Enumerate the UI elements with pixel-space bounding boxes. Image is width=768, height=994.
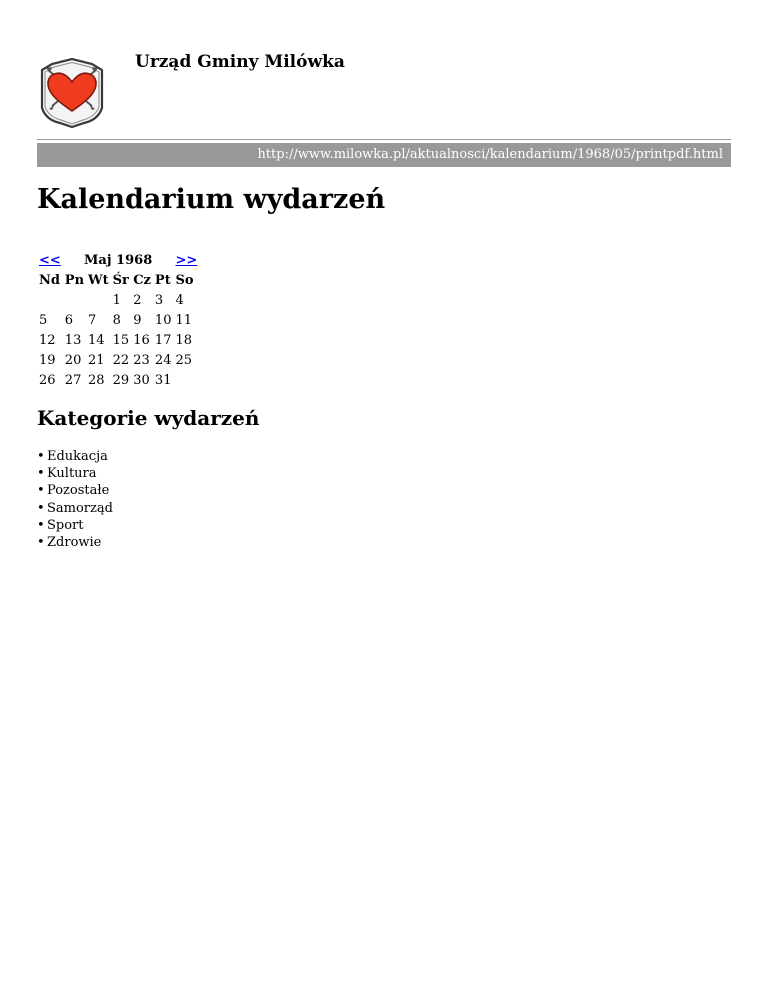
weekday-header: So: [175, 273, 194, 288]
calendar-day: 30: [133, 373, 150, 388]
calendar-week-row: [37, 351, 199, 371]
calendar-day: 7: [88, 313, 97, 328]
calendar-day: 26: [39, 373, 56, 388]
weekday-header: Wt: [88, 273, 109, 288]
category-item: • Pozostałe: [37, 482, 113, 499]
calendar-day: 19: [39, 353, 56, 368]
page-url-bar: [37, 143, 731, 167]
calendar-day: 18: [175, 333, 193, 348]
calendar-day: 3: [154, 293, 164, 308]
header-divider: [37, 139, 731, 140]
calendar-day: 23: [133, 353, 150, 368]
calendar-day: 29: [112, 373, 130, 388]
calendar-nav-row: [37, 251, 199, 271]
calendar-day: 27: [64, 373, 82, 388]
calendar-week-row: [37, 371, 199, 391]
calendar: [37, 251, 199, 391]
category-item: • Sport: [37, 517, 113, 534]
calendar-day: 17: [154, 333, 172, 348]
calendar-day: 25: [175, 353, 193, 368]
calendar-day: 4: [175, 293, 184, 308]
weekday-header: Śr: [112, 273, 129, 288]
categories-title: Kategorie wydarzeń: [37, 406, 260, 430]
calendar-day: [173, 371, 199, 391]
calendar-day: 10: [154, 313, 172, 328]
calendar-day: 24: [154, 353, 172, 368]
category-item: • Kultura: [37, 465, 113, 482]
calendar-day: 1: [112, 293, 121, 308]
calendar-day: 28: [88, 373, 105, 388]
calendar-day: 5: [39, 313, 48, 328]
page-url: http://www.milowka.pl/aktualnosci/kalendarium/1968/05/printpdf.html: [257, 147, 723, 162]
weekday-header: Pt: [154, 273, 171, 288]
calendar-nav-next-cell: [173, 251, 199, 271]
category-item: • Samorząd: [37, 500, 113, 517]
calendar-day: [63, 291, 86, 311]
calendar-week-row: [37, 311, 199, 331]
calendar-day: 31: [154, 373, 172, 388]
calendar-nav-prev-cell: [37, 251, 63, 271]
calendar-day: 14: [88, 333, 105, 348]
calendar-day: 22: [112, 353, 130, 368]
calendar-week-row: [37, 331, 199, 351]
calendar-day: 21: [88, 353, 105, 368]
calendar-day: 16: [133, 333, 150, 348]
weekday-header: Nd: [39, 273, 60, 288]
site-name: Urząd Gminy Milówka: [135, 52, 345, 72]
next-month-link[interactable]: >>: [175, 253, 198, 268]
calendar-day: [37, 291, 63, 311]
prev-month-link[interactable]: <<: [39, 253, 61, 268]
calendar-day: 6: [64, 313, 74, 328]
calendar-week-row: [37, 291, 199, 311]
calendar-weekday-row: [37, 271, 199, 291]
weekday-header: Cz: [133, 273, 151, 288]
calendar-day: 11: [175, 313, 193, 328]
calendar-day: 2: [133, 293, 142, 308]
calendar-day: 8: [112, 313, 121, 328]
page-title: Kalendarium wydarzeń: [37, 184, 386, 215]
category-item: • Edukacja: [37, 448, 113, 465]
calendar-day: 20: [64, 353, 82, 368]
category-item: • Zdrowie: [37, 534, 113, 551]
calendar-day: 12: [39, 333, 56, 348]
calendar-month-label: Maj 1968: [84, 253, 153, 268]
weekday-header: Pn: [64, 273, 85, 288]
coat-of-arms-heart-icon: [34, 54, 110, 130]
calendar-day: 15: [112, 333, 130, 348]
calendar-day: 9: [133, 313, 142, 328]
calendar-day: 13: [64, 333, 82, 348]
categories-list: [37, 448, 113, 551]
calendar-day: [86, 291, 111, 311]
